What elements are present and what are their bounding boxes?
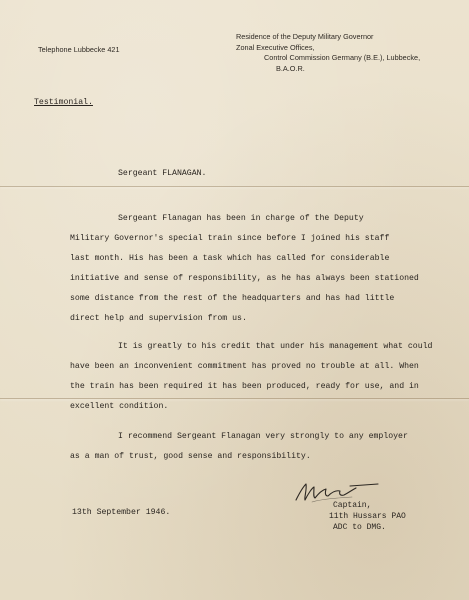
address-line: Residence of the Deputy Military Governor <box>236 32 374 41</box>
body-line: as a man of trust, good sense and responsibility. <box>70 452 311 461</box>
body-line: It is greatly to his credit that under his management what could <box>118 342 433 351</box>
document-title: Testimonial. <box>34 98 93 107</box>
signatory-regiment: 11th Hussars PAO <box>329 512 406 521</box>
body-line: initiative and sense of responsibility, as he has always been stationed <box>70 274 419 283</box>
paper-fold-line <box>0 398 469 399</box>
body-line: Military Governor's special train since before I joined his staff <box>70 234 390 243</box>
addressee: Sergeant FLANAGAN. <box>118 169 207 178</box>
address-line: Control Commission Germany (B.E.), Lubbecke, <box>264 53 421 62</box>
signatory-rank: Captain, <box>333 501 372 510</box>
body-line: last month. His has been a task which has called for considerable <box>70 254 390 263</box>
letter-date: 13th September 1946. <box>72 508 171 517</box>
body-line: Sergeant Flanagan has been in charge of the Deputy <box>118 214 364 223</box>
address-line: B.A.O.R. <box>276 63 305 73</box>
body-line: the train has been required it has been produced, ready for use, and in <box>70 382 419 391</box>
telephone-line: Telephone Lubbecke 421 <box>38 45 120 54</box>
signature-block <box>329 500 406 533</box>
address-line: Zonal Executive Offices, <box>236 42 315 52</box>
body-line: I recommend Sergeant Flanagan very strongly to any employer <box>118 432 408 441</box>
paper-fold-line <box>0 186 469 187</box>
body-line: have been an inconvenient commitment has proved no trouble at all. When <box>70 362 419 371</box>
signatory-role: ADC to DMG. <box>333 523 386 532</box>
body-line: some distance from the rest of the headquarters and has had little <box>70 294 395 303</box>
body-line: excellent condition. <box>70 402 169 411</box>
letterhead-address <box>236 32 420 74</box>
body-line: direct help and supervision from us. <box>70 314 247 323</box>
